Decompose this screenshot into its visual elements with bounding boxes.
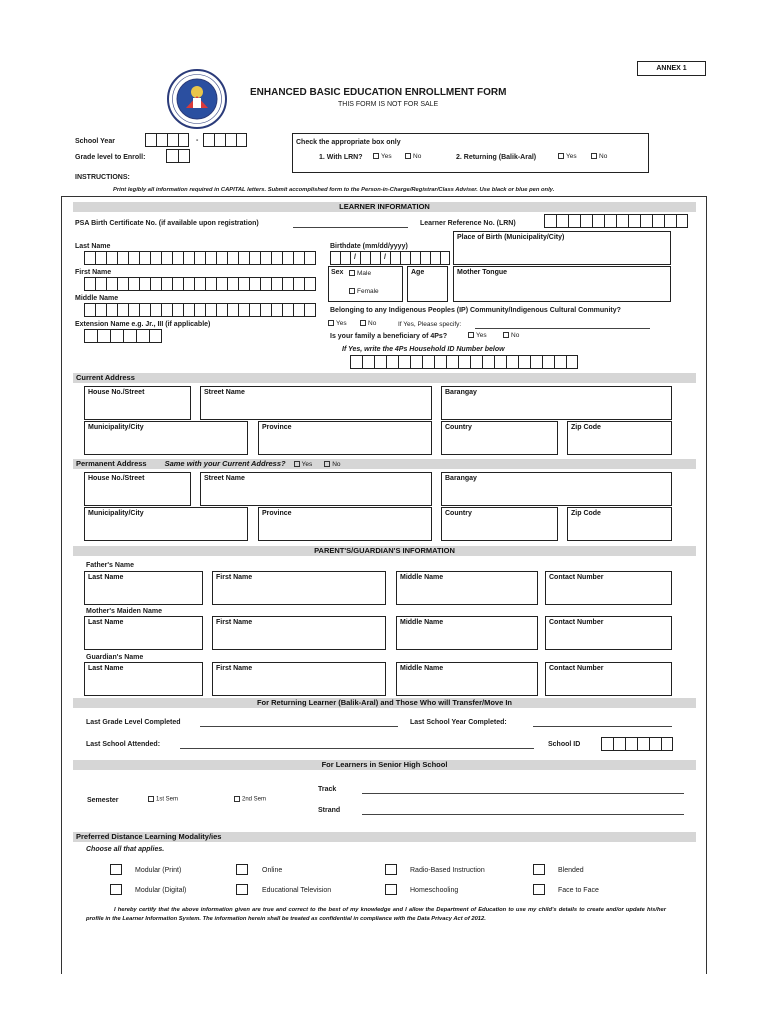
- mother-first-label: First Name: [216, 619, 253, 626]
- father-title: Father's Name: [86, 562, 134, 569]
- current-street-label: Street Name: [204, 389, 245, 396]
- strand-label: Strand: [318, 807, 341, 814]
- grade-level-label: Grade level to Enroll:: [75, 154, 146, 161]
- father-first-label: First Name: [216, 574, 253, 581]
- middle-name-field[interactable]: [84, 303, 316, 317]
- shs-section-header: For Learners in Senior High School: [73, 760, 696, 770]
- modality-modular-digital-checkbox[interactable]: [110, 884, 122, 895]
- permanent-street-label: Street Name: [204, 475, 245, 482]
- second-sem-checkbox[interactable]: 2nd Sem: [234, 796, 266, 803]
- strand-field[interactable]: [362, 814, 684, 815]
- school-year-label: School Year: [75, 138, 115, 145]
- permanent-province-field[interactable]: [258, 507, 432, 541]
- last-school-label: Last School Attended:: [86, 741, 161, 748]
- form-subtitle: THIS FORM IS NOT FOR SALE: [338, 101, 439, 108]
- with-lrn-question: 1. With LRN?: [319, 154, 363, 161]
- mother-last-name-field[interactable]: [84, 616, 203, 650]
- last-grade-label: Last Grade Level Completed: [86, 719, 181, 726]
- ip-yes-checkbox[interactable]: Yes: [328, 320, 347, 327]
- learner-section-header: LEARNER INFORMATION: [73, 202, 696, 212]
- ip-no-checkbox[interactable]: No: [360, 320, 376, 327]
- modality-modular-print-label: Modular (Print): [135, 867, 182, 874]
- current-barangay-field[interactable]: [441, 386, 672, 420]
- guardian-middle-name-field[interactable]: [396, 662, 538, 696]
- father-last-name-field[interactable]: [84, 571, 203, 605]
- current-address-header: Current Address: [73, 373, 696, 383]
- mother-tongue-label: Mother Tongue: [457, 269, 508, 276]
- check-title: Check the appropriate box only: [296, 139, 401, 146]
- ip-specify-field[interactable]: [475, 328, 650, 329]
- current-house-label: House No./Street: [88, 389, 145, 396]
- guardian-middle-label: Middle Name: [400, 665, 444, 672]
- mother-first-name-field[interactable]: [212, 616, 386, 650]
- track-label: Track: [318, 786, 337, 793]
- school-id-label: School ID: [548, 741, 581, 748]
- psa-field[interactable]: [293, 227, 408, 228]
- permanent-zip-field[interactable]: [567, 507, 672, 541]
- form-frame-top: [61, 196, 707, 197]
- guardian-contact-label: Contact Number: [549, 665, 604, 672]
- modality-tv-checkbox[interactable]: [236, 884, 248, 895]
- sex-label: Sex: [331, 269, 344, 276]
- deped-seal: [166, 68, 228, 130]
- current-zip-field[interactable]: [567, 421, 672, 455]
- mother-title: Mother's Maiden Name: [86, 608, 162, 615]
- modality-section-header: Preferred Distance Learning Modality/ies: [73, 832, 696, 842]
- extension-label: Extension Name e.g. Jr., III (if applicable): [75, 321, 211, 328]
- permanent-address-title: Permanent Address: [76, 459, 147, 468]
- fourps-yes-checkbox[interactable]: Yes: [468, 332, 487, 339]
- modality-online-checkbox[interactable]: [236, 864, 248, 875]
- semester-label: Semester: [87, 797, 119, 804]
- father-contact-label: Contact Number: [549, 574, 604, 581]
- school-year-end-field[interactable]: [203, 133, 247, 147]
- permanent-barangay-label: Barangay: [445, 475, 477, 482]
- parents-section-header: PARENT'S/GUARDIAN'S INFORMATION: [73, 546, 696, 556]
- extension-field[interactable]: [84, 329, 162, 343]
- permanent-barangay-field[interactable]: [441, 472, 672, 506]
- lrn-field[interactable]: [544, 214, 688, 228]
- current-country-label: Country: [445, 424, 472, 431]
- track-field[interactable]: [362, 793, 684, 794]
- age-field[interactable]: [407, 266, 448, 302]
- last-name-field[interactable]: [84, 251, 316, 265]
- last-name-label: Last Name: [75, 243, 111, 250]
- mother-last-label: Last Name: [88, 619, 124, 626]
- permanent-country-label: Country: [445, 510, 472, 517]
- guardian-first-label: First Name: [216, 665, 253, 672]
- current-province-field[interactable]: [258, 421, 432, 455]
- fourps-no-checkbox[interactable]: No: [503, 332, 519, 339]
- modality-tv-label: Educational Television: [262, 887, 332, 894]
- guardian-first-name-field[interactable]: [212, 662, 386, 696]
- permanent-country-field[interactable]: [441, 507, 558, 541]
- school-year-dash: -: [196, 137, 199, 144]
- birthdate-slash-2: /: [384, 254, 386, 261]
- instructions-text: Print legibly all information required in CAPITAL letters. Submit accomplished form to the Person-in-Charge/Registrar/Class Adviser. Use black or blue pen only.: [113, 187, 555, 193]
- modality-online-label: Online: [262, 867, 283, 874]
- same-address-yes[interactable]: Yes: [294, 461, 313, 468]
- fourps-id-label: If Yes, write the 4Ps Household ID Number below: [342, 346, 505, 353]
- permanent-province-label: Province: [262, 510, 292, 517]
- instructions-title: INSTRUCTIONS:: [75, 174, 130, 181]
- grade-level-field[interactable]: [166, 149, 190, 163]
- lrn-label: Learner Reference No. (LRN): [420, 220, 516, 227]
- permanent-street-field[interactable]: [200, 472, 432, 506]
- last-grade-field[interactable]: [200, 726, 398, 727]
- father-last-label: Last Name: [88, 574, 124, 581]
- current-street-field[interactable]: [200, 386, 432, 420]
- returning-section-header: For Returning Learner (Balik-Aral) and Those Who will Transfer/Move In: [73, 698, 696, 708]
- father-middle-label: Middle Name: [400, 574, 444, 581]
- ip-specify-label: If Yes, Please specify:: [398, 321, 462, 328]
- last-sy-label: Last School Year Completed:: [410, 719, 507, 726]
- current-municipality-field[interactable]: [84, 421, 248, 455]
- with-lrn-no[interactable]: No: [405, 153, 421, 160]
- form-frame-right: [706, 196, 707, 974]
- modality-radio-checkbox[interactable]: [385, 864, 397, 875]
- annex-label: ANNEX 1: [637, 61, 706, 76]
- father-middle-name-field[interactable]: [396, 571, 538, 605]
- mother-middle-label: Middle Name: [400, 619, 444, 626]
- first-sem-checkbox[interactable]: 1st Sem: [148, 796, 178, 803]
- birthdate-slash-1: /: [354, 254, 356, 261]
- sex-male-checkbox[interactable]: Male: [349, 270, 371, 277]
- place-of-birth-label: Place of Birth (Municipality/City): [457, 234, 565, 241]
- returning-question: 2. Returning (Balik-Aral): [456, 154, 537, 161]
- guardian-title: Guardian's Name: [86, 654, 144, 661]
- ip-question: Belonging to any Indigenous Peoples (IP) Community/Indigenous Cultural Community?: [330, 307, 621, 314]
- mother-tongue-field[interactable]: [453, 266, 671, 302]
- returning-no[interactable]: No: [591, 153, 607, 160]
- birthdate-label: Birthdate (mm/dd/yyyy): [330, 243, 408, 250]
- with-lrn-yes[interactable]: Yes: [373, 153, 392, 160]
- returning-yes[interactable]: Yes: [558, 153, 577, 160]
- permanent-municipality-label: Municipality/City: [88, 510, 144, 517]
- modality-radio-label: Radio-Based Instruction: [410, 867, 485, 874]
- father-contact-field[interactable]: [545, 571, 672, 605]
- father-first-name-field[interactable]: [212, 571, 386, 605]
- modality-modular-digital-label: Modular (Digital): [135, 887, 187, 894]
- permanent-house-label: House No./Street: [88, 475, 145, 482]
- last-school-field[interactable]: [180, 748, 534, 749]
- permanent-address-header: [73, 459, 696, 469]
- current-municipality-label: Municipality/City: [88, 424, 144, 431]
- modality-face-to-face-label: Face to Face: [558, 887, 599, 894]
- modality-blended-checkbox[interactable]: [533, 864, 545, 875]
- current-country-field[interactable]: [441, 421, 558, 455]
- guardian-contact-field[interactable]: [545, 662, 672, 696]
- form-title: ENHANCED BASIC EDUCATION ENROLLMENT FORM: [250, 87, 507, 98]
- mother-contact-field[interactable]: [545, 616, 672, 650]
- current-barangay-label: Barangay: [445, 389, 477, 396]
- modality-homeschooling-label: Homeschooling: [410, 887, 459, 894]
- modality-blended-label: Blended: [558, 867, 584, 874]
- certification-text: I hereby certify that the above information given are true and correct to the best of my knowledge and I allow the Department of Education to use my child's details to create and/or update his/her profile in the Learner Information System. The information herein shall be treated as confidential in compliance with the Data Privacy Act of 2012.: [86, 907, 666, 922]
- current-province-label: Province: [262, 424, 292, 431]
- first-name-field[interactable]: [84, 277, 316, 291]
- mother-contact-label: Contact Number: [549, 619, 604, 626]
- permanent-house-field[interactable]: [84, 472, 191, 506]
- sex-female-checkbox[interactable]: Female: [349, 288, 379, 295]
- current-zip-label: Zip Code: [571, 424, 601, 431]
- permanent-municipality-field[interactable]: [84, 507, 248, 541]
- psa-label: PSA Birth Certificate No. (if available upon registration): [75, 220, 259, 227]
- school-year-start-field[interactable]: [145, 133, 189, 147]
- modality-modular-print-checkbox[interactable]: [110, 864, 122, 875]
- last-sy-field[interactable]: [533, 726, 672, 727]
- fourps-id-field[interactable]: [350, 355, 578, 369]
- place-of-birth-field[interactable]: [453, 231, 671, 265]
- birthdate-field[interactable]: [330, 251, 450, 265]
- current-house-field[interactable]: [84, 386, 191, 420]
- age-label: Age: [411, 269, 425, 276]
- guardian-last-name-field[interactable]: [84, 662, 203, 696]
- modality-homeschooling-checkbox[interactable]: [385, 884, 397, 895]
- same-address-no[interactable]: No: [324, 461, 340, 468]
- modality-face-to-face-checkbox[interactable]: [533, 884, 545, 895]
- first-name-label: First Name: [75, 269, 112, 276]
- same-address-question: Same with your Current Address?: [164, 459, 286, 468]
- fourps-question: Is your family a beneficiary of 4Ps?: [330, 333, 448, 340]
- guardian-last-label: Last Name: [88, 665, 124, 672]
- modality-choose: Choose all that applies.: [86, 846, 165, 853]
- permanent-zip-label: Zip Code: [571, 510, 601, 517]
- school-id-field[interactable]: [601, 737, 673, 751]
- mother-middle-name-field[interactable]: [396, 616, 538, 650]
- form-frame-left: [61, 196, 62, 974]
- middle-name-label: Middle Name: [75, 295, 119, 302]
